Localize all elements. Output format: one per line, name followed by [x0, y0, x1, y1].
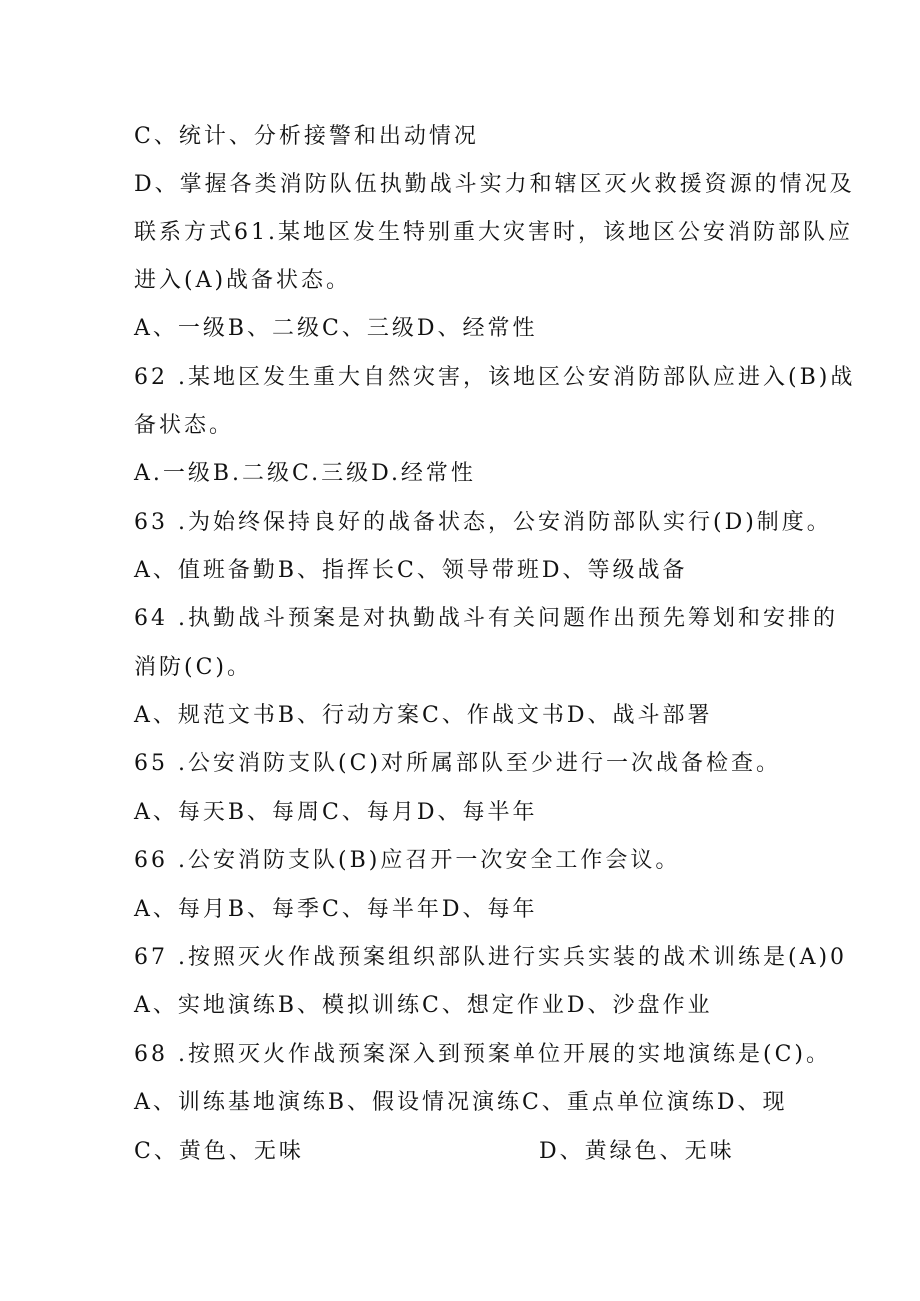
question-67: 67 .按照灭火作战预案组织部队进行实兵实装的战术训练是(A)0 — [134, 945, 848, 970]
answer-options: A、一级B、二级C、三级D、经常性 — [134, 316, 538, 341]
text-line: 联系方式61.某地区发生特别重大灾害时，该地区公安消防部队应 — [134, 220, 853, 245]
text-line: D、掌握各类消防队伍执勤战斗实力和辖区灭火救援资源的情况及 — [134, 172, 855, 197]
question-68: 68 .按照灭火作战预案深入到预案单位开展的实地演练是(C)。 — [134, 1042, 831, 1067]
question-64: 64 .执勤战斗预案是对执勤战斗有关问题作出预先筹划和安排的 — [134, 606, 838, 631]
option-d: D、黄绿色、无味 — [539, 1139, 735, 1164]
text-line: C、统计、分析接警和出动情况 — [134, 124, 479, 149]
text-line: 消防(C)。 — [134, 655, 252, 680]
question-65: 65 .公安消防支队(C)对所属部队至少进行一次战备检查。 — [134, 751, 781, 776]
answer-options: A、每天B、每周C、每月D、每半年 — [134, 800, 538, 825]
answer-options: A、值班备勤B、指挥长C、领导带班D、等级战备 — [134, 558, 688, 583]
last-options-row — [134, 1137, 735, 1167]
answer-options: A、每月B、每季C、每半年D、每年 — [134, 897, 538, 922]
question-63: 63 .为始终保持良好的战备状态，公安消防部队实行(D)制度。 — [134, 510, 832, 535]
question-66: 66 .公安消防支队(B)应召开一次安全工作会议。 — [134, 848, 681, 873]
question-62: 62 .某地区发生重大自然灾害，该地区公安消防部队应进入(B)战 — [134, 365, 856, 390]
text-line: 进入(A)战备状态。 — [134, 268, 352, 293]
answer-options: A、规范文书B、行动方案C、作战文书D、战斗部署 — [134, 703, 713, 728]
answer-options: A、实地演练B、模拟训练C、想定作业D、沙盘作业 — [134, 993, 713, 1018]
answer-options: A.一级B.二级C.三级D.经常性 — [134, 461, 476, 486]
text-line: 备状态。 — [134, 413, 235, 438]
answer-options: A、训练基地演练B、假设情况演练C、重点单位演练D、现 — [134, 1090, 788, 1115]
option-c: C、黄色、无味 — [134, 1139, 304, 1164]
